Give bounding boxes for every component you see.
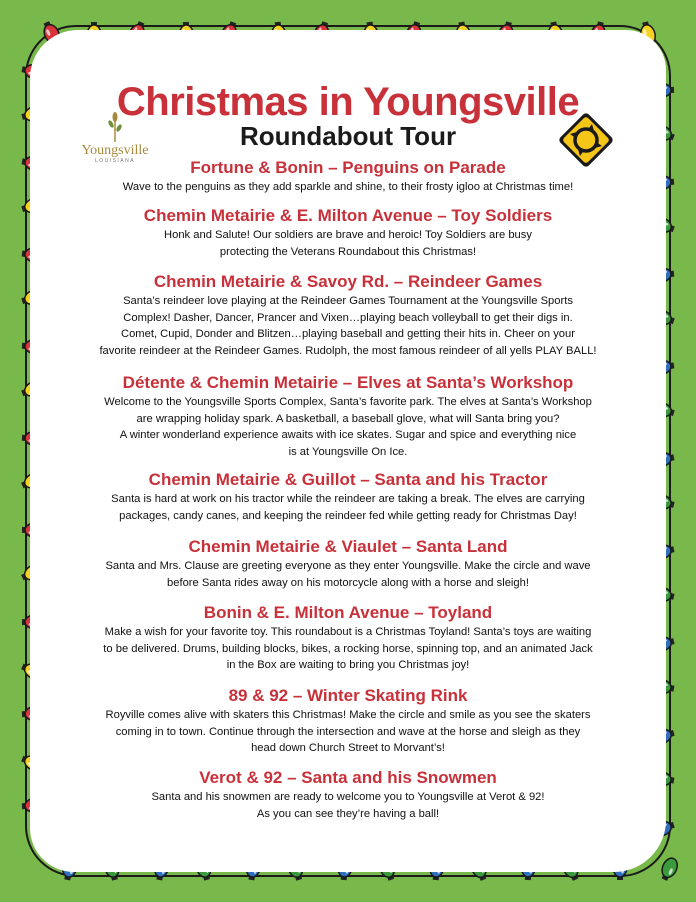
section-line: in the Box are waiting to bring you Christmas joy! xyxy=(226,659,470,672)
section-heading: Détente & Chemin Metairie – Elves at Santa’s Workshop xyxy=(122,373,574,392)
section-line: Santa and Mrs. Clause are greeting everyone as they enter Youngsville. Make the circle and wave xyxy=(105,560,591,572)
logo-name: Youngsville xyxy=(81,143,149,158)
section-santa-and-his-snowmen xyxy=(55,767,641,822)
section-line: coming in to town. Continue through the intersection and wave at the horse and sleigh as they xyxy=(115,725,581,738)
section-heading: 89 & 92 – Winter Skating Rink xyxy=(228,686,468,705)
section-line: Santa and his snowmen are ready to welcome you to Youngsville at Verot & 92! xyxy=(151,791,545,803)
section-line: before Santa rides away on his motorcycle along with a horse and sleigh! xyxy=(167,576,529,589)
section-line: packages, candy canes, and keeping the reindeer fed while getting ready for Christmas Day! xyxy=(119,509,577,522)
section-toyland xyxy=(55,602,641,674)
section-line: Santa’s reindeer love playing at the Reindeer Games Tournament at the Youngsville Sports xyxy=(123,295,573,307)
section-line: A winter wonderland experience awaits with ice skates. Sugar and spice and everything nice xyxy=(119,429,577,442)
section-elves-at-santas-workshop xyxy=(55,372,641,460)
section-heading: Verot & 92 – Santa and his Snowmen xyxy=(199,768,497,787)
section-heading: Chemin Metairie & Guillot – Santa and his Tractor xyxy=(148,470,548,489)
section-line: head down Church Street to Morvant’s! xyxy=(251,742,445,755)
section-reindeer-games xyxy=(55,271,641,359)
section-line: Royville comes alive with skaters this Christmas! Make the circle and smile as you see the skaters xyxy=(105,709,591,721)
section-line: As you can see they’re having a ball! xyxy=(256,807,440,820)
section-heading: Chemin Metairie & E. Milton Avenue – Toy Soldiers xyxy=(143,206,553,225)
section-heading: Chemin Metairie & Savoy Rd. – Reindeer Games xyxy=(153,272,543,291)
section-line: Make a wish for your favorite toy. This roundabout is a Christmas Toyland! Santa’s toys are waiting xyxy=(104,626,592,638)
section-line: are wrapping holiday spark. A basketball, a baseball glove, what will Santa bring you? xyxy=(136,412,560,425)
section-line: Complex! Dasher, Dancer, Prancer and Vixen…playing beach volleyball to get their digs in. xyxy=(123,311,573,324)
section-line: to be delivered. Drums, building blocks, bikes, a rocking horse, spinning top, and an animated Jack xyxy=(103,642,593,655)
section-winter-skating-rink xyxy=(55,685,641,757)
section-penguins-on-parade xyxy=(55,157,641,196)
section-heading: Bonin & E. Milton Avenue – Toyland xyxy=(203,603,493,622)
section-line: Honk and Salute! Our soldiers are brave and heroic! Toy Soldiers are busy xyxy=(164,229,532,241)
section-line: Welcome to the Youngsville Sports Complex, Santa’s favorite park. The elves at Santa’s Workshop xyxy=(104,396,592,408)
section-line: Wave to the penguins as they add sparkle and shine, to their frosty igloo at Christmas time! xyxy=(122,181,574,193)
page-title: Christmas in Youngsville xyxy=(116,80,580,124)
section-heading: Chemin Metairie & Viaulet – Santa Land xyxy=(188,537,508,556)
light-bulb xyxy=(658,856,680,883)
page-subtitle: Roundabout Tour xyxy=(239,121,457,151)
section-line: Comet, Cupid, Donder and Blitzen…playing baseball and getting their hits in. Cheer on your xyxy=(121,328,575,341)
logo-sub: LOUISIANA xyxy=(94,158,136,164)
section-line: protecting the Veterans Roundabout this Christmas! xyxy=(219,245,477,258)
section-line: Santa is hard at work on his tractor while the reindeer are taking a break. The elves are carrying xyxy=(111,493,585,505)
section-heading: Fortune & Bonin – Penguins on Parade xyxy=(190,158,506,177)
section-toy-soldiers xyxy=(55,205,641,260)
section-santa-and-his-tractor xyxy=(55,469,641,524)
section-line: is at Youngsville On Ice. xyxy=(288,445,408,458)
section-santa-land xyxy=(55,536,641,591)
section-line: favorite reindeer at the Reindeer Games. Rudolph, the most famous reindeer of all yells PLAY BALL! xyxy=(99,344,597,357)
